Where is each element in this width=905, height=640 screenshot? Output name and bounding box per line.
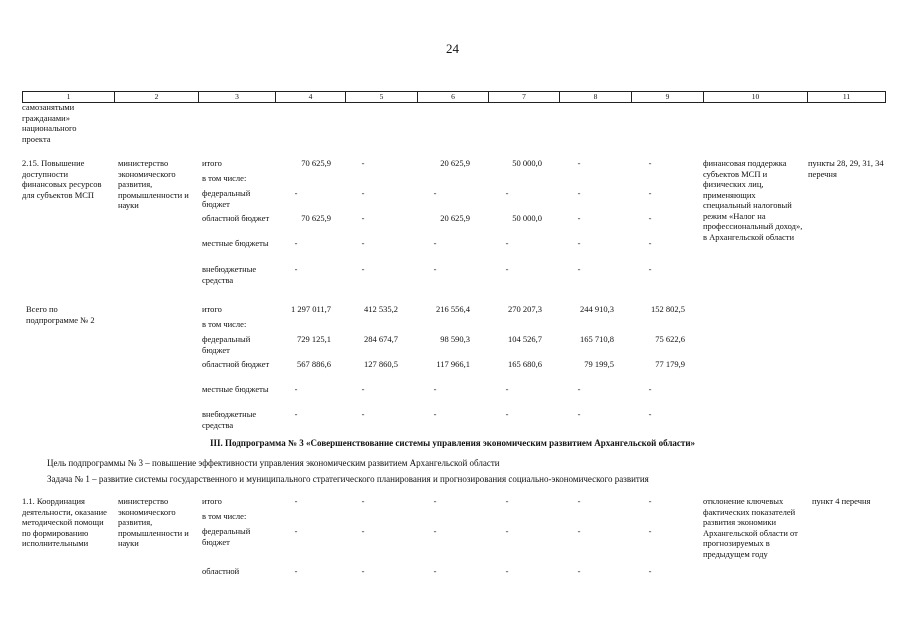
budget-value-cell: 127 860,5 [364,359,398,369]
budget-value-cell: - [505,409,509,419]
item-2-15-title: 2.15. Повышение доступности финансовых ресурсов для субъектов МСП [22,158,102,200]
budget-row-label: в том числе: [202,511,247,521]
section-3-title: III. Подпрограмма № 3 «Совершенствование системы управления экономическим развитием Архангельской области» [209,438,696,448]
budget-row-label: в том числе: [202,173,247,183]
budget-row-label: федеральный бюджет [202,526,251,547]
budget-value-cell: - [433,409,437,419]
budget-row-label: итого [202,158,222,168]
budget-value-cell: 75 622,6 [655,334,685,344]
budget-value-cell: 165 710,8 [580,334,614,344]
budget-value-cell: - [361,158,365,168]
budget-row-label: внебюджетные средства [202,264,257,285]
budget-value-cell: - [294,409,298,419]
budget-value-cell: 20 625,9 [440,213,470,223]
header-col-4: 4 [276,92,346,102]
budget-row-label: внебюджетные средства [202,409,257,430]
budget-value-cell: 1 297 011,7 [290,304,331,314]
task-1-text: Задача № 1 – развитие системы государственного и муниципального стратегического планирования и прогнозирования социально-экономического развития [47,474,649,484]
budget-value-cell: - [294,384,298,394]
continued-item-text: самозанятыми гражданами» национального проекта [22,102,77,144]
budget-value-cell: - [361,409,365,419]
item-2-15-indicator: финансовая поддержка субъектов МСП и физических лиц, применяющих специальный налоговый режим «Налог на профессиональный доход», в Архангельской области [703,158,803,242]
budget-row-label: итого [202,496,222,506]
budget-value-cell: - [294,188,298,198]
budget-value-cell: - [577,526,581,536]
budget-value-cell: - [433,496,437,506]
budget-row-label: федеральный бюджет [202,334,251,355]
budget-value-cell: - [577,384,581,394]
budget-value-cell: - [577,158,581,168]
header-col-7: 7 [489,92,560,102]
header-col-1: 1 [23,92,115,102]
budget-row-label: местные бюджеты [202,384,269,394]
total-sub2-title: Всего по подпрограмме № 2 [26,304,95,325]
budget-value-cell: 104 526,7 [508,334,542,344]
page-number: 24 [446,41,459,56]
budget-value-cell: - [294,526,298,536]
budget-value-cell: 729 125,1 [297,334,331,344]
budget-value-cell: 117 966,1 [436,359,470,369]
budget-value-cell: - [648,384,652,394]
budget-value-cell: - [433,238,437,248]
budget-row-label: итого [202,304,222,314]
budget-value-cell: 79 199,5 [584,359,614,369]
budget-value-cell: 284 674,7 [364,334,398,344]
budget-value-cell: - [361,566,365,576]
column-number-header [22,91,886,103]
budget-value-cell: - [433,188,437,198]
goal-3-text: Цель подпрограммы № 3 – повышение эффективности управления экономическим развитием Архангельской области [47,458,500,468]
item-1-1-indicator: отклонение ключевых фактических показателей развития экономики Архангельской области от прогнозируемых в предыдущем году [703,496,798,559]
budget-value-cell: - [648,238,652,248]
header-col-2: 2 [115,92,199,102]
header-col-6: 6 [418,92,489,102]
header-col-5: 5 [346,92,418,102]
budget-value-cell: - [361,496,365,506]
header-col-9: 9 [632,92,704,102]
header-col-8: 8 [560,92,632,102]
budget-value-cell: - [433,566,437,576]
budget-value-cell: - [505,264,509,274]
budget-value-cell: - [361,384,365,394]
budget-value-cell: - [648,496,652,506]
budget-value-cell: - [577,409,581,419]
budget-value-cell: - [294,264,298,274]
budget-value-cell: - [648,566,652,576]
budget-value-cell: 412 535,2 [364,304,398,314]
header-col-11: 11 [842,92,851,101]
budget-value-cell: - [433,264,437,274]
budget-value-cell: - [505,566,509,576]
budget-value-cell: - [505,526,509,536]
budget-row-label: областной [202,566,240,576]
budget-row-label: областной бюджет [202,359,270,369]
budget-value-cell: 70 625,9 [301,158,331,168]
budget-value-cell: 244 910,3 [580,304,614,314]
budget-value-cell: - [577,496,581,506]
budget-row-label: местные бюджеты [202,238,269,248]
budget-value-cell: 216 556,4 [436,304,470,314]
budget-value-cell: - [361,188,365,198]
item-1-1-executor: министерство экономического развития, промышленности и науки [118,496,189,548]
budget-value-cell: 50 000,0 [512,158,542,168]
budget-value-cell: 77 179,9 [655,359,685,369]
budget-value-cell: 98 590,3 [440,334,470,344]
budget-value-cell: - [577,264,581,274]
budget-value-cell: - [648,264,652,274]
budget-value-cell: - [505,384,509,394]
budget-value-cell: - [577,566,581,576]
item-2-15-reference: пункты 28, 29, 31, 34 перечня [808,158,884,179]
budget-value-cell: - [361,238,365,248]
budget-value-cell: - [648,213,652,223]
budget-value-cell: - [361,264,365,274]
budget-value-cell: 20 625,9 [440,158,470,168]
budget-value-cell: - [648,188,652,198]
budget-value-cell: - [294,238,298,248]
budget-value-cell: - [505,188,509,198]
budget-value-cell: - [648,409,652,419]
budget-value-cell: - [648,158,652,168]
budget-value-cell: - [361,213,365,223]
budget-row-label: федеральный бюджет [202,188,251,209]
header-col-10: 10 [704,92,808,102]
budget-row-label: областной бюджет [202,213,270,223]
budget-value-cell: - [577,188,581,198]
budget-value-cell: 50 000,0 [512,213,542,223]
budget-value-cell: - [433,526,437,536]
budget-value-cell: - [294,496,298,506]
item-1-1-reference: пункт 4 перечня [812,496,871,506]
budget-value-cell: 152 802,5 [651,304,685,314]
budget-row-label: в том числе: [202,319,247,329]
budget-value-cell: 165 680,6 [508,359,542,369]
budget-value-cell: 567 886,6 [297,359,331,369]
budget-value-cell: - [648,526,652,536]
budget-value-cell: - [577,238,581,248]
budget-value-cell: - [361,526,365,536]
budget-value-cell: - [433,384,437,394]
budget-value-cell: 70 625,9 [301,213,331,223]
header-col-3: 3 [199,92,276,102]
budget-value-cell: 270 207,3 [508,304,542,314]
budget-value-cell: - [505,238,509,248]
item-2-15-executor: министерство экономического развития, промышленности и науки [118,158,189,210]
budget-value-cell: - [505,496,509,506]
budget-value-cell: - [294,566,298,576]
budget-value-cell: - [577,213,581,223]
item-1-1-title: 1.1. Координация деятельности, оказание методической помощи по формированию исполнительными [22,496,107,548]
